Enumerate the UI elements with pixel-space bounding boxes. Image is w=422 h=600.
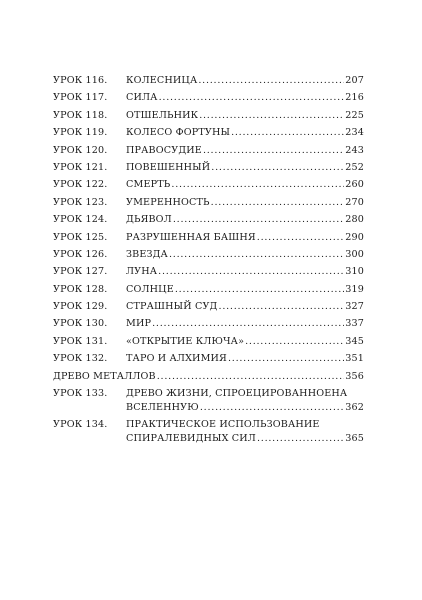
toc-entry bbox=[53, 196, 364, 213]
toc-leader-dots bbox=[219, 300, 345, 314]
toc-title: КОЛЕСО ФОРТУНЫ bbox=[126, 127, 231, 139]
toc-entry bbox=[53, 144, 364, 161]
toc-title-continued: ВСЕЛЕННУЮ bbox=[126, 401, 199, 413]
toc-entry bbox=[53, 300, 364, 317]
toc-page-number: 362 bbox=[345, 401, 364, 413]
toc-entry-line bbox=[53, 401, 364, 415]
toc-title: СТРАШНЫЙ СУД bbox=[126, 301, 218, 313]
toc-page-number: 290 bbox=[345, 231, 364, 243]
toc-page-number: 319 bbox=[345, 283, 364, 295]
toc-leader-dots bbox=[171, 178, 344, 192]
toc-title: ДРЕВО МЕТАЛЛОВ bbox=[53, 370, 156, 382]
toc-entry bbox=[53, 178, 364, 195]
toc-title: ПРАВОСУДИЕ bbox=[126, 144, 202, 156]
toc-title: МИР bbox=[126, 318, 152, 330]
toc-leader-dots bbox=[169, 248, 344, 262]
toc-page-number: 351 bbox=[345, 353, 364, 365]
toc-lesson-number: УРОК 120. bbox=[53, 144, 108, 156]
toc-lesson-number: УРОК 126. bbox=[53, 248, 108, 260]
toc-entry bbox=[53, 335, 364, 352]
toc-title: ПРАКТИЧЕСКОЕ ИСПОЛЬЗОВАНИЕ bbox=[126, 419, 320, 431]
toc-lesson-number: УРОК 127. bbox=[53, 266, 108, 278]
toc-title: СОЛНЦЕ bbox=[126, 283, 174, 295]
toc-page-number: 337 bbox=[345, 318, 364, 330]
toc-leader-dots bbox=[200, 401, 344, 415]
toc-page-number: 300 bbox=[345, 248, 364, 260]
toc-entry bbox=[53, 231, 364, 248]
toc-leader-dots bbox=[173, 213, 344, 227]
toc-entry bbox=[53, 317, 364, 334]
toc-leader-dots bbox=[203, 144, 344, 158]
toc-leader-dots bbox=[228, 352, 344, 366]
toc-lesson-number: УРОК 123. bbox=[53, 196, 108, 208]
toc-lesson-number: УРОК 134. bbox=[53, 419, 108, 431]
toc-lesson-number: УРОК 122. bbox=[53, 179, 108, 191]
toc-page-number: 327 bbox=[345, 301, 364, 313]
toc-title: ДЬЯВОЛ bbox=[126, 214, 172, 226]
toc-page-number: 252 bbox=[345, 161, 364, 173]
toc-title: ТАРО И АЛХИМИЯ bbox=[126, 353, 227, 365]
toc-entry-lesson-133 bbox=[53, 387, 364, 415]
toc-page-number: 270 bbox=[345, 196, 364, 208]
toc-entry-metals bbox=[53, 370, 364, 387]
toc-title: ЛУНА bbox=[126, 266, 158, 278]
toc-page-number: 310 bbox=[345, 266, 364, 278]
toc-page-number: 207 bbox=[345, 75, 364, 86]
toc-entry-line bbox=[53, 432, 364, 446]
toc-page-number: 345 bbox=[345, 335, 364, 347]
toc-leader-dots bbox=[211, 161, 344, 175]
toc-lesson-number: УРОК 125. bbox=[53, 231, 108, 243]
toc-lesson-number: УРОК 132. bbox=[53, 353, 108, 365]
toc-lesson-number: УРОК 133. bbox=[53, 388, 108, 400]
toc-entry bbox=[53, 213, 364, 230]
toc-title-continued: СПИРАЛЕВИДНЫХ СИЛ bbox=[126, 433, 256, 445]
toc-leader-dots bbox=[257, 231, 344, 245]
toc-lesson-number: УРОК 118. bbox=[53, 109, 108, 121]
toc-page-number: 216 bbox=[345, 92, 364, 104]
toc-lesson-number: УРОК 124. bbox=[53, 214, 108, 226]
toc-lesson-number: УРОК 129. bbox=[53, 301, 108, 313]
toc-entry-line bbox=[53, 418, 364, 432]
toc-entry bbox=[53, 109, 364, 126]
toc-leader-dots bbox=[175, 283, 344, 297]
toc-page-number: 243 bbox=[345, 144, 364, 156]
toc-leader-dots bbox=[152, 317, 344, 331]
toc-leader-dots bbox=[257, 432, 344, 446]
toc-title: ОТШЕЛЬНИК bbox=[126, 109, 199, 121]
toc-entry bbox=[53, 283, 364, 300]
toc-title: СИЛА bbox=[126, 92, 158, 104]
toc-lesson-number: УРОК 130. bbox=[53, 318, 108, 330]
toc-title: ЗВЕЗДА bbox=[126, 248, 168, 260]
toc-entry-line bbox=[53, 387, 364, 401]
toc-page-number: 234 bbox=[345, 127, 364, 139]
toc-entry bbox=[53, 126, 364, 143]
toc-title: СМЕРТЬ bbox=[126, 179, 171, 191]
toc-title: УМЕРЕННОСТЬ bbox=[126, 196, 210, 208]
toc-lesson-number: УРОК 128. bbox=[53, 283, 108, 295]
toc-leader-dots bbox=[198, 74, 344, 88]
toc-page-number: 365 bbox=[345, 433, 364, 445]
toc-leader-dots bbox=[211, 196, 345, 210]
toc-title: РАЗРУШЕННАЯ БАШНЯ bbox=[126, 231, 256, 243]
toc-leader-dots bbox=[159, 91, 345, 105]
toc-lesson-number: УРОК 121. bbox=[53, 161, 108, 173]
toc-leader-dots bbox=[231, 126, 344, 140]
toc-entry bbox=[53, 74, 364, 91]
toc-title: «ОТКРЫТИЕ КЛЮЧА» bbox=[126, 335, 245, 347]
toc-lesson-number: УРОК 119. bbox=[53, 127, 108, 139]
toc-page-number: 280 bbox=[345, 214, 364, 226]
toc-title: ПОВЕШЕННЫЙ bbox=[126, 161, 211, 173]
toc-lesson-number: УРОК 116. bbox=[53, 75, 108, 86]
toc-entry bbox=[53, 161, 364, 178]
toc-entry bbox=[53, 352, 364, 369]
toc-entry bbox=[53, 248, 364, 265]
table-of-contents bbox=[53, 74, 364, 450]
toc-entry bbox=[53, 91, 364, 108]
toc-leader-dots bbox=[158, 265, 344, 279]
toc-lesson-number: УРОК 117. bbox=[53, 92, 108, 104]
toc-page-number: 356 bbox=[345, 370, 364, 382]
toc-entry bbox=[53, 265, 364, 282]
toc-page-number: 260 bbox=[345, 179, 364, 191]
toc-leader-dots bbox=[199, 109, 344, 123]
toc-page-number: 225 bbox=[345, 109, 364, 121]
toc-title: ДРЕВО ЖИЗНИ, СПРОЕЦИРОВАННОЕНА bbox=[126, 388, 348, 400]
toc-leader-dots bbox=[245, 335, 344, 349]
toc-entry-lesson-134 bbox=[53, 418, 364, 446]
toc-leader-dots bbox=[157, 370, 344, 384]
toc-title: КОЛЕСНИЦА bbox=[126, 75, 198, 86]
toc-lesson-number: УРОК 131. bbox=[53, 335, 108, 347]
